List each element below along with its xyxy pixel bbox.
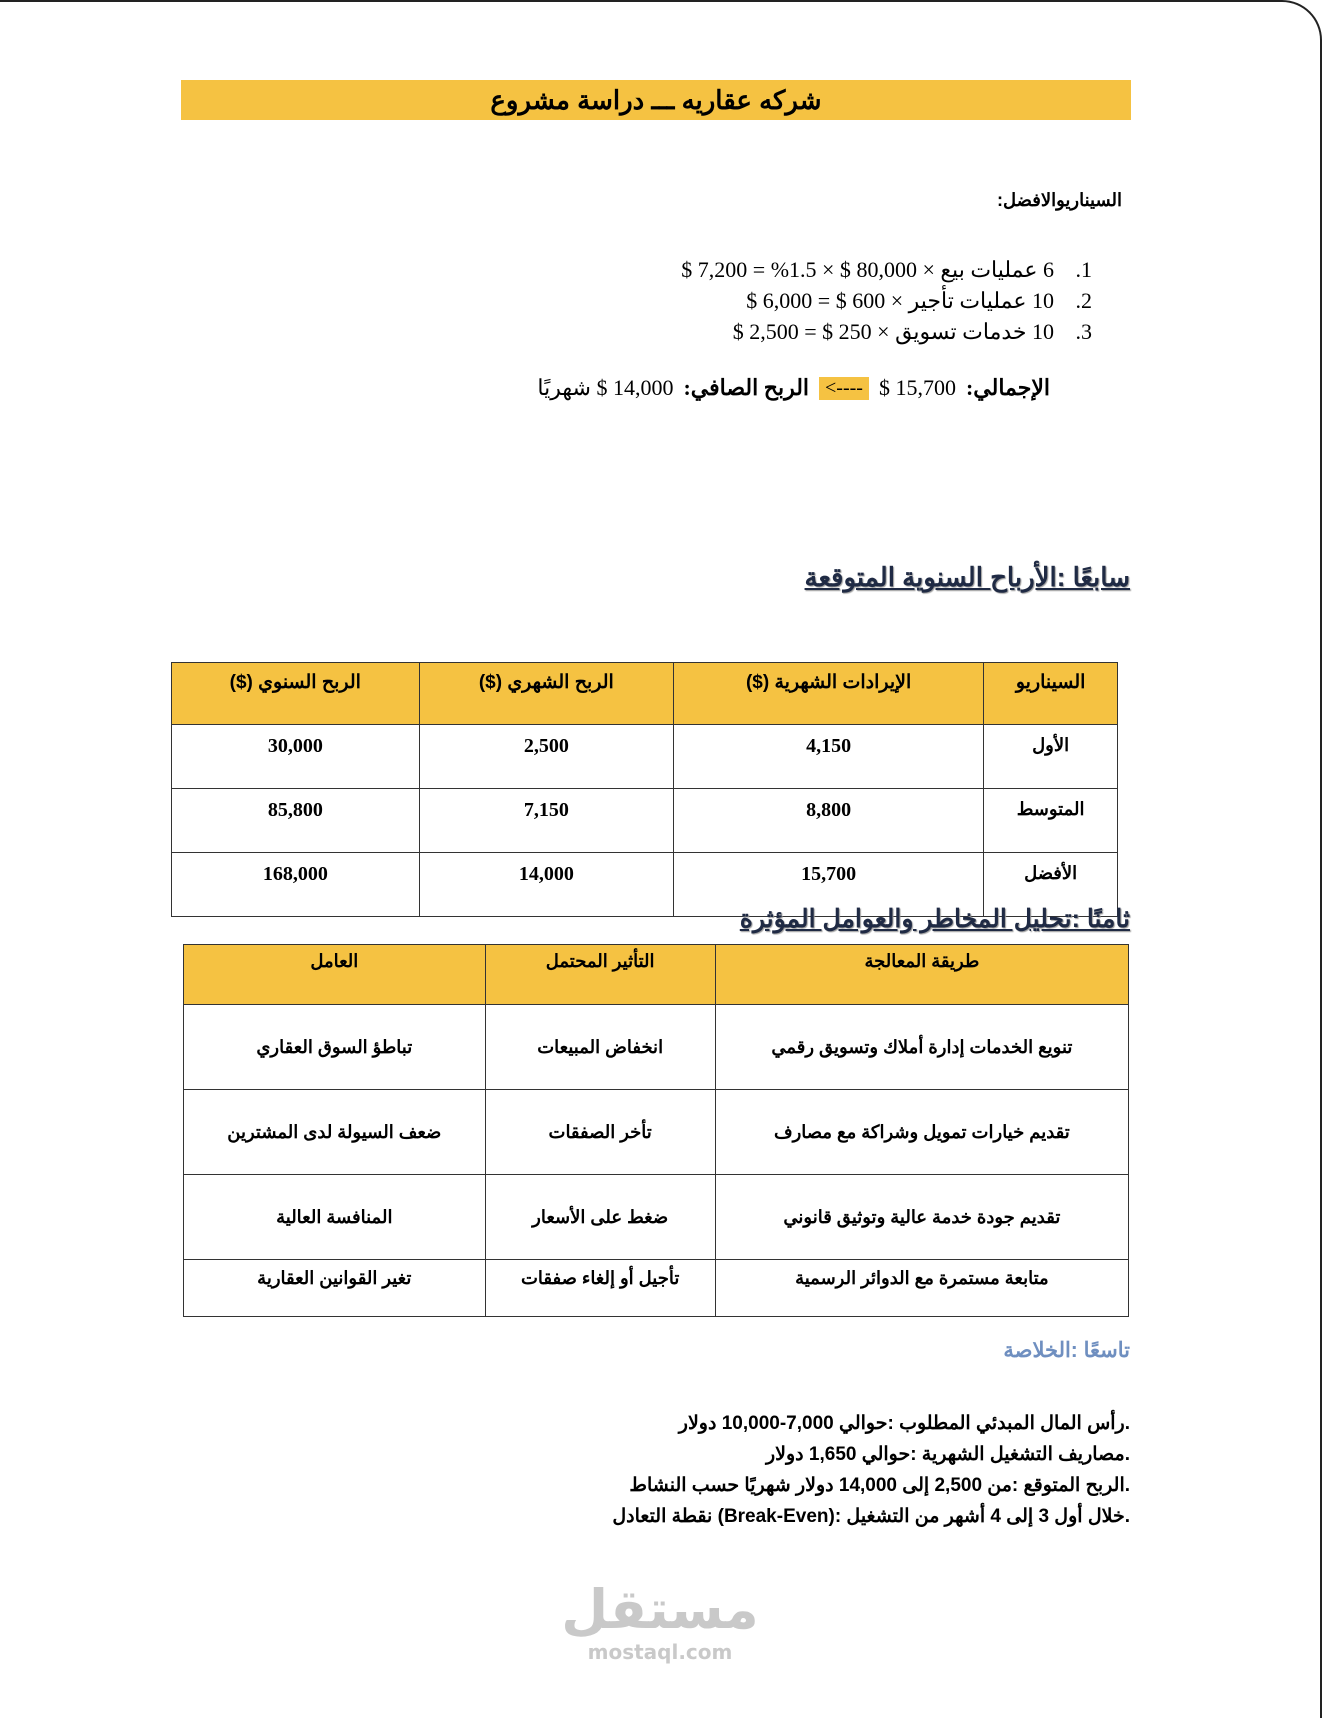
table-cell: الأول (984, 725, 1118, 789)
table-cell: تأجيل أو إلغاء صفقات (485, 1260, 715, 1317)
column-header: الربح الشهري ($) (419, 663, 673, 725)
table-cell: 2,500 (419, 725, 673, 789)
table-cell: المنافسة العالية (184, 1175, 486, 1260)
table-row (172, 789, 1118, 853)
table-row (184, 1175, 1129, 1260)
watermark (560, 1580, 760, 1664)
risk-table (183, 944, 1129, 1317)
table-cell: الأفضل (984, 853, 1118, 917)
table-cell: 14,000 (419, 853, 673, 917)
table-cell: 85,800 (172, 789, 420, 853)
calc-item: 2. 10 عمليات تأجير × 600 $ = 6,000 $ (746, 288, 1092, 313)
summary-item: .خلال أول 3 إلى 4 أشهر من التشغيل :(Break-Even) نقطة التعادل (612, 1506, 1130, 1527)
column-header: السيناريو (984, 663, 1118, 725)
table-cell: ضعف السيولة لدى المشترين (184, 1090, 486, 1175)
column-header: الإيرادات الشهرية ($) (674, 663, 984, 725)
table-header-row (184, 945, 1129, 1005)
mostaql-logo: مستقل (561, 1578, 759, 1641)
table-cell: تباطؤ السوق العقاري (184, 1005, 486, 1090)
column-header: الربح السنوي ($) (172, 663, 420, 725)
calc-item: 3. 10 خدمات تسويق × 250 $ = 2,500 $ (732, 319, 1092, 344)
annual-profit-table (171, 662, 1118, 917)
table-cell: تغير القوانين العقارية (184, 1260, 486, 1317)
table-row (184, 1090, 1129, 1175)
table-row (172, 725, 1118, 789)
total-value: 15,700 $ (878, 375, 956, 400)
table-header-row (172, 663, 1118, 725)
arrow-icon: <---- (819, 377, 869, 400)
column-header: التأثير المحتمل (485, 945, 715, 1005)
best-scenario-heading: السيناريوالافضل: (997, 190, 1122, 210)
table-cell: تنويع الخدمات إدارة أملاك وتسويق رقمي (715, 1005, 1128, 1090)
table-cell: 8,800 (674, 789, 984, 853)
document-title: شركه عقاريه ـــ دراسة مشروع (181, 80, 1131, 120)
net-label: الربح الصافي: (683, 375, 810, 400)
column-header: العامل (184, 945, 486, 1005)
table-cell: تقديم خيارات تمويل وشراكة مع مصارف (715, 1090, 1128, 1175)
summary-item: .الربح المتوقع :من 2,500 إلى 14,000 دولار شهريًا حسب النشاط (629, 1475, 1130, 1496)
calc-item: 1. 6 عمليات بيع × 80,000 $ × 1.5% = 7,200 $ (681, 257, 1092, 282)
annual-profit-heading: سابعًا :الأرباح السنوية المتوقعة (804, 562, 1130, 592)
table-cell: متابعة مستمرة مع الدوائر الرسمية (715, 1260, 1128, 1317)
table-cell: 168,000 (172, 853, 420, 917)
net-value: 14,000 $ شهريًا (537, 375, 674, 400)
summary-item: .رأس المال المبدئي المطلوب :حوالي 7,000-10,000 دولار (678, 1413, 1130, 1434)
table-cell: تقديم جودة خدمة عالية وتوثيق قانوني (715, 1175, 1128, 1260)
summary-list (612, 1408, 1130, 1532)
table-cell: 30,000 (172, 725, 420, 789)
total-row (537, 375, 1050, 401)
table-cell: المتوسط (984, 789, 1118, 853)
watermark-url: mostaql.com (587, 1640, 733, 1664)
table-row (184, 1005, 1129, 1090)
summary-item: .مصاريف التشغيل الشهرية :حوالي 1,650 دولار (765, 1444, 1130, 1465)
risk-heading: ثامنًا :تحليل المخاطر والعوامل المؤثرة (739, 905, 1130, 933)
table-cell: انخفاض المبيعات (485, 1005, 715, 1090)
table-cell: ضغط على الأسعار (485, 1175, 715, 1260)
table-cell: 7,150 (419, 789, 673, 853)
best-scenario-list (681, 254, 1092, 347)
total-label: الإجمالي: (965, 375, 1050, 400)
summary-heading: تاسعًا :الخلاصة (1003, 1339, 1130, 1362)
table-cell: تأخر الصفقات (485, 1090, 715, 1175)
table-row (184, 1260, 1129, 1317)
table-cell: 4,150 (674, 725, 984, 789)
table-cell: 15,700 (674, 853, 984, 917)
column-header: طريقة المعالجة (715, 945, 1128, 1005)
